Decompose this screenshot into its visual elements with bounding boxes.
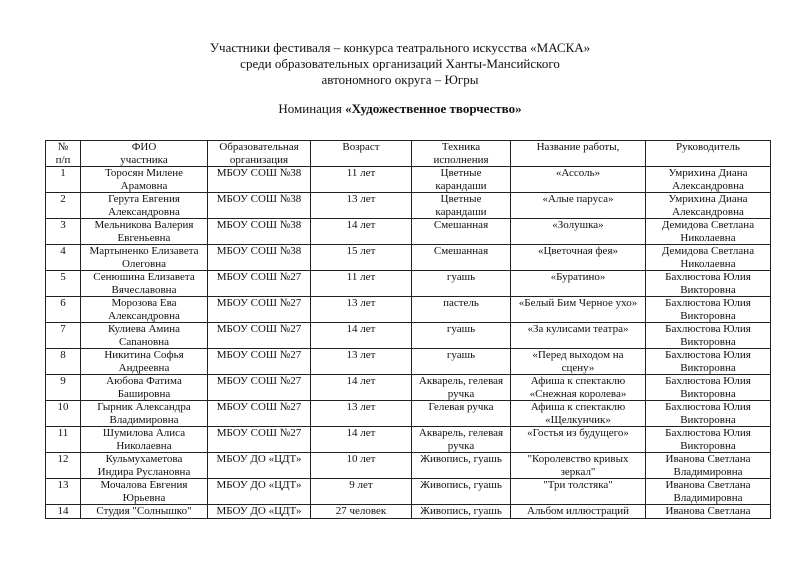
header-name: ФИО участника — [81, 141, 208, 167]
cell-technique: Смешанная — [412, 245, 511, 271]
cell-work: «Перед выходом на сцену» — [511, 349, 646, 375]
table-row — [46, 427, 771, 453]
cell-org: МБОУ СОШ №27 — [208, 323, 311, 349]
cell-leader: Иванова Светлана Владимировна — [646, 479, 771, 505]
cell-num: 1 — [46, 167, 81, 193]
header-org: Образовательная организация — [208, 141, 311, 167]
cell-org: МБОУ СОШ №38 — [208, 167, 311, 193]
cell-work: «Золушка» — [511, 219, 646, 245]
cell-technique: Живопись, гуашь — [412, 505, 511, 519]
cell-org: МБОУ СОШ №38 — [208, 245, 311, 271]
cell-technique: Акварель, гелевая ручка — [412, 375, 511, 401]
cell-leader: Бахлюстова Юлия Викторовна — [646, 375, 771, 401]
cell-leader: Иванова Светлана Владимировна — [646, 453, 771, 479]
cell-technique: Живопись, гуашь — [412, 453, 511, 479]
cell-work: «Гостья из будущего» — [511, 427, 646, 453]
cell-num: 11 — [46, 427, 81, 453]
cell-org: МБОУ СОШ №27 — [208, 427, 311, 453]
cell-num: 12 — [46, 453, 81, 479]
cell-org: МБОУ СОШ №27 — [208, 297, 311, 323]
cell-num: 9 — [46, 375, 81, 401]
table-row — [46, 245, 771, 271]
table-row — [46, 349, 771, 375]
table-row — [46, 401, 771, 427]
cell-work: Афиша к спектаклю «Щелкунчик» — [511, 401, 646, 427]
table-row — [46, 479, 771, 505]
cell-org: МБОУ СОШ №38 — [208, 219, 311, 245]
cell-technique: Акварель, гелевая ручка — [412, 427, 511, 453]
nomination-heading — [0, 101, 800, 117]
cell-num: 8 — [46, 349, 81, 375]
table-row — [46, 505, 771, 519]
table-header-row — [46, 141, 771, 167]
cell-technique: Живопись, гуашь — [412, 479, 511, 505]
cell-leader: Бахлюстова Юлия Викторовна — [646, 323, 771, 349]
title-line-2: среди образовательных организаций Ханты-Мансийского — [240, 56, 560, 71]
cell-leader: Бахлюстова Юлия Викторовна — [646, 401, 771, 427]
cell-name: Аюбова Фатима Башировна — [81, 375, 208, 401]
table-row — [46, 167, 771, 193]
cell-num: 13 — [46, 479, 81, 505]
cell-technique: Цветные карандаши — [412, 193, 511, 219]
cell-name: Сенюшина Елизавета Вячеславовна — [81, 271, 208, 297]
cell-technique: гуашь — [412, 323, 511, 349]
cell-age: 10 лет — [311, 453, 412, 479]
cell-org: МБОУ СОШ №27 — [208, 401, 311, 427]
table-row — [46, 193, 771, 219]
cell-org: МБОУ СОШ №27 — [208, 271, 311, 297]
table-row — [46, 219, 771, 245]
cell-age: 9 лет — [311, 479, 412, 505]
cell-num: 2 — [46, 193, 81, 219]
cell-org: МБОУ СОШ №27 — [208, 349, 311, 375]
cell-org: МБОУ ДО «ЦДТ» — [208, 453, 311, 479]
cell-work: «Буратино» — [511, 271, 646, 297]
cell-name: Герута Евгения Александровна — [81, 193, 208, 219]
cell-technique: Смешанная — [412, 219, 511, 245]
cell-leader: Бахлюстова Юлия Викторовна — [646, 297, 771, 323]
header-age: Возраст — [311, 141, 412, 167]
table-row — [46, 323, 771, 349]
cell-leader: Бахлюстова Юлия Викторовна — [646, 271, 771, 297]
cell-org: МБОУ ДО «ЦДТ» — [208, 505, 311, 519]
header-technique: Техника исполнения — [412, 141, 511, 167]
cell-work: Альбом иллюстраций — [511, 505, 646, 519]
cell-work: «Цветочная фея» — [511, 245, 646, 271]
header-work: Название работы, — [511, 141, 646, 167]
cell-name: Студия "Солнышко" — [81, 505, 208, 519]
cell-name: Гырник Александра Владимировна — [81, 401, 208, 427]
cell-name: Морозова Ева Александровна — [81, 297, 208, 323]
cell-org: МБОУ ДО «ЦДТ» — [208, 479, 311, 505]
cell-name: Кульмухаметова Индира Руслановна — [81, 453, 208, 479]
cell-org: МБОУ СОШ №38 — [208, 193, 311, 219]
cell-age: 14 лет — [311, 375, 412, 401]
title-line-3: автономного округа – Югры — [321, 72, 479, 87]
cell-leader: Бахлюстова Юлия Викторовна — [646, 349, 771, 375]
cell-age: 13 лет — [311, 349, 412, 375]
header-leader: Руководитель — [646, 141, 771, 167]
cell-leader: Иванова Светлана — [646, 505, 771, 519]
cell-age: 14 лет — [311, 219, 412, 245]
cell-leader: Демидова Светлана Николаевна — [646, 245, 771, 271]
cell-leader: Демидова Светлана Николаевна — [646, 219, 771, 245]
cell-name: Мочалова Евгения Юрьевна — [81, 479, 208, 505]
header-num: № п/п — [46, 141, 81, 167]
cell-name: Кулиева Амина Сanановна — [81, 323, 208, 349]
table-row — [46, 375, 771, 401]
cell-work: «За кулисами театра» — [511, 323, 646, 349]
cell-leader: Умрихина Диана Александровна — [646, 193, 771, 219]
cell-age: 13 лет — [311, 193, 412, 219]
cell-age: 27 человек — [311, 505, 412, 519]
cell-name: Никитина Софья Андреевна — [81, 349, 208, 375]
cell-age: 13 лет — [311, 297, 412, 323]
cell-work: «Алые паруса» — [511, 193, 646, 219]
cell-work: «Белый Бим Черное ухо» — [511, 297, 646, 323]
cell-org: МБОУ СОШ №27 — [208, 375, 311, 401]
cell-name: Мартыненко Елизавета Олеговна — [81, 245, 208, 271]
cell-technique: Цветные карандаши — [412, 167, 511, 193]
cell-technique: гуашь — [412, 349, 511, 375]
cell-leader: Умрихина Диана Александровна — [646, 167, 771, 193]
document-title — [0, 40, 800, 88]
cell-num: 4 — [46, 245, 81, 271]
cell-num: 6 — [46, 297, 81, 323]
cell-name: Шумилова Алиса Николаевна — [81, 427, 208, 453]
nomination-prefix: Номинация — [278, 101, 346, 116]
table-row — [46, 297, 771, 323]
cell-technique: Гелевая ручка — [412, 401, 511, 427]
cell-work: «Ассоль» — [511, 167, 646, 193]
cell-age: 11 лет — [311, 271, 412, 297]
table-row — [46, 271, 771, 297]
cell-technique: гуашь — [412, 271, 511, 297]
cell-age: 13 лет — [311, 401, 412, 427]
cell-num: 7 — [46, 323, 81, 349]
cell-age: 14 лет — [311, 323, 412, 349]
cell-work: Афиша к спектаклю «Снежная королева» — [511, 375, 646, 401]
cell-work: "Королевство кривых зеркал" — [511, 453, 646, 479]
cell-num: 10 — [46, 401, 81, 427]
cell-age: 15 лет — [311, 245, 412, 271]
table-row — [46, 453, 771, 479]
cell-name: Мельникова Валерия Евгеньевна — [81, 219, 208, 245]
cell-work: "Три толстяка" — [511, 479, 646, 505]
cell-age: 14 лет — [311, 427, 412, 453]
cell-name: Торосян Милене Арамовна — [81, 167, 208, 193]
title-line-1: Участники фестиваля – конкурса театрального искусства «МАСКА» — [209, 40, 591, 55]
participants-table — [45, 140, 771, 519]
cell-leader: Бахлюстова Юлия Викторовна — [646, 427, 771, 453]
cell-num: 14 — [46, 505, 81, 519]
cell-num: 3 — [46, 219, 81, 245]
cell-age: 11 лет — [311, 167, 412, 193]
cell-technique: пастель — [412, 297, 511, 323]
cell-num: 5 — [46, 271, 81, 297]
nomination-name: «Художественное творчество» — [345, 101, 522, 116]
